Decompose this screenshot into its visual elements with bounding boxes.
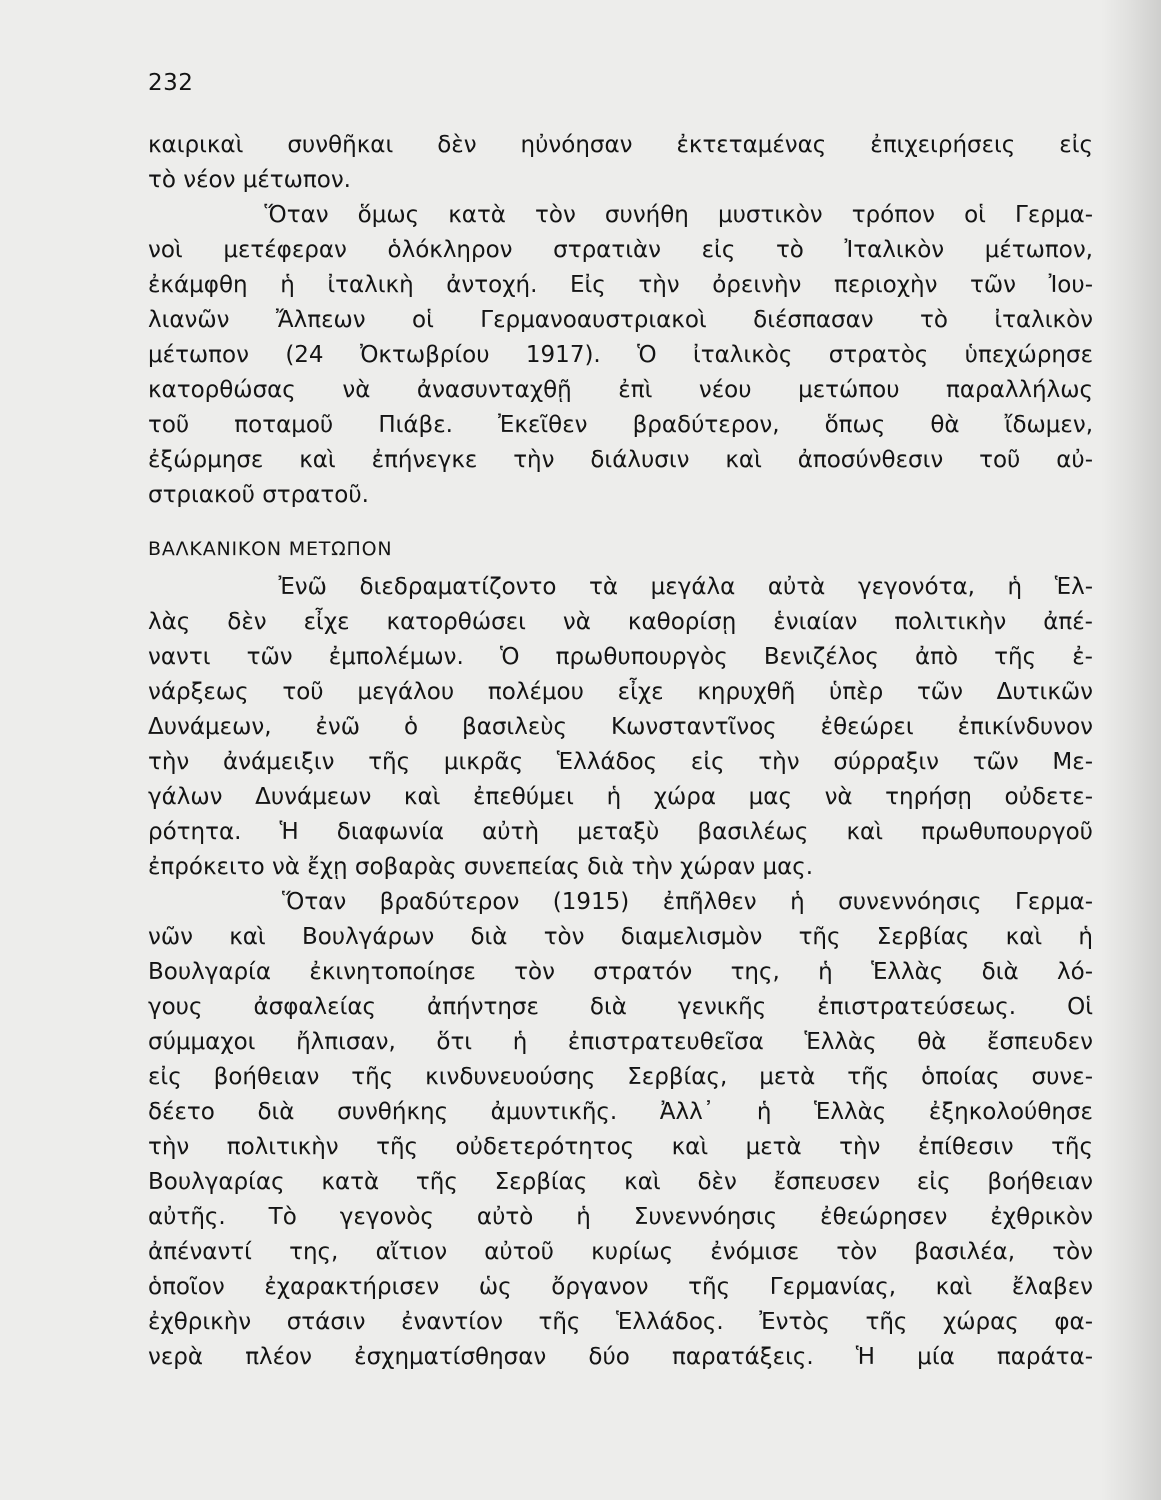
text-line: τοῦ ποταμοῦ Πιάβε. Ἐκεῖθεν βραδύτερον, ὅπως θὰ ἴδωμεν, — [148, 412, 1093, 438]
text-line: δέετο διὰ συνθήκης ἀμυντικῆς. Ἀλλ᾽ ἡ Ἑλλὰς ἐξηκολούθησε — [148, 1099, 1093, 1125]
text-line: λὰς δὲν εἶχε κατορθώσει νὰ καθορίσῃ ἑνιαίαν πολιτικὴν ἀπέ- — [148, 609, 1093, 635]
text-line: τὸ νέον μέτωπον. — [148, 167, 351, 193]
paragraph-block-balkan-front — [148, 570, 1093, 1375]
text-line: νερὰ πλέον ἐσχηματίσθησαν δύο παρατάξεις. Ἡ μία παράτα- — [148, 1344, 1093, 1370]
text-line: Βουλγαρία ἐκινητοποίησε τὸν στρατόν της, ἡ Ἑλλὰς διὰ λό- — [148, 959, 1093, 985]
text-line: ἐχθρικὴν στάσιν ἐναντίον τῆς Ἑλλάδος. Ἐντὸς τῆς χώρας φα- — [148, 1309, 1093, 1335]
text-line: ἐξώρμησε καὶ ἐπήνεγκε τὴν διάλυσιν καὶ ἀποσύνθεσιν τοῦ αὐ- — [148, 447, 1093, 473]
page-edge-shadow — [1101, 0, 1161, 1500]
text-line: σύμμαχοι ἤλπισαν, ὅτι ἡ ἐπιστρατευθεῖσα Ἑλλὰς θὰ ἔσπευδεν — [148, 1029, 1093, 1055]
text-line: Βουλγαρίας κατὰ τῆς Σερβίας καὶ δὲν ἔσπευσεν εἰς βοήθειαν — [148, 1169, 1093, 1195]
text-line: ἐπρόκειτο νὰ ἔχῃ σοβαρὰς συνεπείας διὰ τὴν χώραν μας. — [148, 854, 814, 880]
text-line: γάλων Δυνάμεων καὶ ἐπεθύμει ἡ χώρα μας νὰ τηρήσῃ οὐδετε- — [148, 784, 1093, 810]
text-line: ὁποῖον ἐχαρακτήρισεν ὡς ὄργανον τῆς Γερμανίας, καὶ ἔλαβεν — [148, 1274, 1093, 1300]
text-line: ἐκάμφθη ἡ ἰταλικὴ ἀντοχή. Εἰς τὴν ὀρεινὴν περιοχὴν τῶν Ἰου- — [148, 272, 1093, 298]
text-line: εἰς βοήθειαν τῆς κινδυνευούσης Σερβίας, μετὰ τῆς ὁποίας συνε- — [148, 1064, 1093, 1090]
text-line: στριακοῦ στρατοῦ. — [148, 482, 369, 508]
paragraph-block-italian-front — [148, 128, 1093, 513]
text-line: νοὶ μετέφεραν ὁλόκληρον στρατιὰν εἰς τὸ Ἰταλικὸν μέτωπον, — [148, 237, 1093, 263]
text-line: γους ἀσφαλείας ἀπήντησε διὰ γενικῆς ἐπιστρατεύσεως. Οἱ — [148, 994, 1093, 1020]
text-line: τὴν πολιτικὴν τῆς οὐδετερότητος καὶ μετὰ τὴν ἐπίθεσιν τῆς — [148, 1134, 1093, 1160]
text-line: κατορθώσας νὰ ἀνασυνταχθῇ ἐπὶ νέου μετώπου παραλλήλως — [148, 377, 1093, 403]
text-line: Δυνάμεων, ἐνῶ ὁ βασιλεὺς Κωνσταντῖνος ἐθεώρει ἐπικίνδυνον — [148, 714, 1093, 740]
text-line: νάρξεως τοῦ μεγάλου πολέμου εἶχε κηρυχθῆ ὑπὲρ τῶν Δυτικῶν — [148, 679, 1093, 705]
text-line: μέτωπον (24 Ὀκτωβρίου 1917). Ὁ ἰταλικὸς στρατὸς ὑπεχώρησε — [148, 342, 1093, 368]
text-line: λιανῶν Ἄλπεων οἱ Γερμανοαυστριακοὶ διέσπασαν τὸ ἰταλικὸν — [148, 307, 1093, 333]
text-line: Ὅταν ὅμως κατὰ τὸν συνήθη μυστικὸν τρόπον οἱ Γερμα- — [148, 202, 1093, 228]
text-line: ρότητα. Ἡ διαφωνία αὐτὴ μεταξὺ βασιλέως καὶ πρωθυπουργοῦ — [148, 819, 1093, 845]
section-heading: ΒΑΛΚΑΝΙΚΟΝ ΜΕΤΩΠΟΝ — [148, 538, 393, 560]
text-line: τὴν ἀνάμειξιν τῆς μικρᾶς Ἑλλάδος εἰς τὴν σύρραξιν τῶν Με- — [148, 749, 1093, 775]
text-line: ἀπέναντί της, αἴτιον αὐτοῦ κυρίως ἐνόμισε τὸν βασιλέα, τὸν — [148, 1239, 1093, 1265]
text-line: ναντι τῶν ἐμπολέμων. Ὁ πρωθυπουργὸς Βενιζέλος ἀπὸ τῆς ἐ- — [148, 644, 1093, 670]
text-line: καιρικαὶ συνθῆκαι δὲν ηὐνόησαν ἐκτεταμένας ἐπιχειρήσεις εἰς — [148, 132, 1093, 158]
page-number: 232 — [148, 70, 194, 96]
text-line: Ὅταν βραδύτερον (1915) ἐπῆλθεν ἡ συνεννόησις Γερμα- — [148, 889, 1093, 915]
text-line: αὐτῆς. Τὸ γεγονὸς αὐτὸ ἡ Συνεννόησις ἐθεώρησεν ἐχθρικὸν — [148, 1204, 1093, 1230]
text-line: Ἐνῶ διεδραματίζοντο τὰ μεγάλα αὐτὰ γεγονότα, ἡ Ἑλ- — [148, 574, 1093, 600]
text-line: νῶν καὶ Βουλγάρων διὰ τὸν διαμελισμὸν τῆς Σερβίας καὶ ἡ — [148, 924, 1093, 950]
